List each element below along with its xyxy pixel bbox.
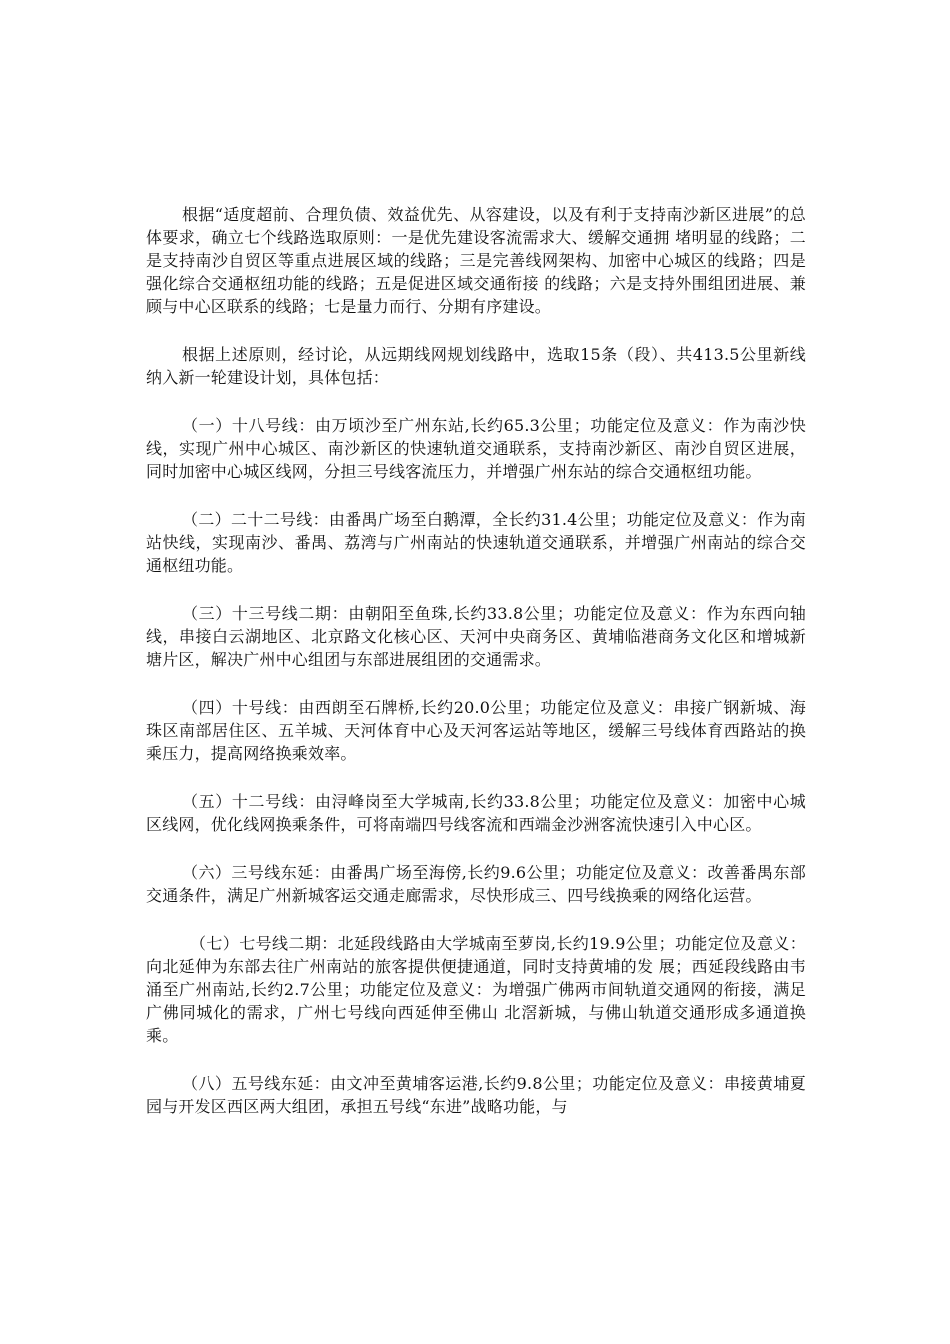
document-body [146,203,806,1143]
paragraph-line-10: （四）十号线：由西朗至石牌桥,长约20.0公里；功能定位及意义：串接广钢新城、海珠区南部居住区、五羊城、天河体育中心及天河客运站等地区，缓解三号线体育西路站的换乘压力，提高网络换乘效率。 [146,698,806,763]
paragraph-line-7-phase-2: （七）七号线二期：北延段线路由大学城南至萝岗,长约19.9公里；功能定位及意义：向北延伸为东部去往广州南站的旅客提供便捷通道，同时支持黄埔的发 展；西延段线路由韦涌至广州南站,长约2.7公里；功能定位及意义：为增强广佛两市间轨道交通网的衔接，满足广佛同城化的需求，广州七号线向西延伸至佛山 北滘新城，与佛山轨道交通形成多通道换乘。 [146,934,806,1045]
paragraph-line-18: （一）十八号线：由万顷沙至广州东站,长约65.3公里；功能定位及意义：作为南沙快线，实现广州中心城区、南沙新区的快速轨道交通联系，支持南沙新区、南沙自贸区进展，同时加密中心城区线网，分担三号线客流压力，并增强广州东站的综合交通枢纽功能。 [146,416,806,481]
paragraph-line-3-east-extension: （六）三号线东延：由番禺广场至海傍,长约9.6公里；功能定位及意义：改善番禺东部交通条件，满足广州新城客运交通走廊需求，尽快形成三、四号线换乘的网络化运营。 [146,863,806,905]
paragraph-plan-summary: 根据上述原则，经讨论，从远期线网规划线路中，选取15条（段）、共413.5公里新线纳入新一轮建设计划，具体包括： [146,345,806,387]
paragraph-line-12: （五）十二号线：由浔峰岗至大学城南,长约33.8公里；功能定位及意义：加密中心城区线网，优化线网换乘条件，可将南端四号线客流和西端金沙洲客流快速引入中心区。 [146,792,806,834]
paragraph-line-13-phase-2: （三）十三号线二期：由朝阳至鱼珠,长约33.8公里；功能定位及意义：作为东西向轴线，串接白云湖地区、北京路文化核心区、天河中央商务区、黄埔临港商务文化区和增城新塘片区，解决广州中心组团与东部进展组团的交通需求。 [146,604,806,669]
paragraph-line-5-east-extension: （八）五号线东延：由文冲至黄埔客运港,长约9.8公里；功能定位及意义：串接黄埔夏园与开发区西区两大组团，承担五号线“东进”战略功能，与 [146,1074,806,1116]
paragraph-selection-principles: 根据“适度超前、合理负债、效益优先、从容建设，以及有利于支持南沙新区进展”的总体要求，确立七个线路选取原则：一是优先建设客流需求大、缓解交通拥 堵明显的线路；二是支持南沙自贸区等重点进展区域的线路；三是完善线网架构、加密中心城区的线路；四是强化综合交通枢纽功能的线路；五是促进区域交通衔接 的线路；六是支持外围组团进展、兼顾与中心区联系的线路；七是量力而行、分期有序建设。 [146,205,806,316]
paragraph-line-22: （二）二十二号线：由番禺广场至白鹅潭，全长约31.4公里；功能定位及意义：作为南站快线，实现南沙、番禺、荔湾与广州南站的快速轨道交通联系，并增强广州南站的综合交通枢纽功能。 [146,510,806,575]
